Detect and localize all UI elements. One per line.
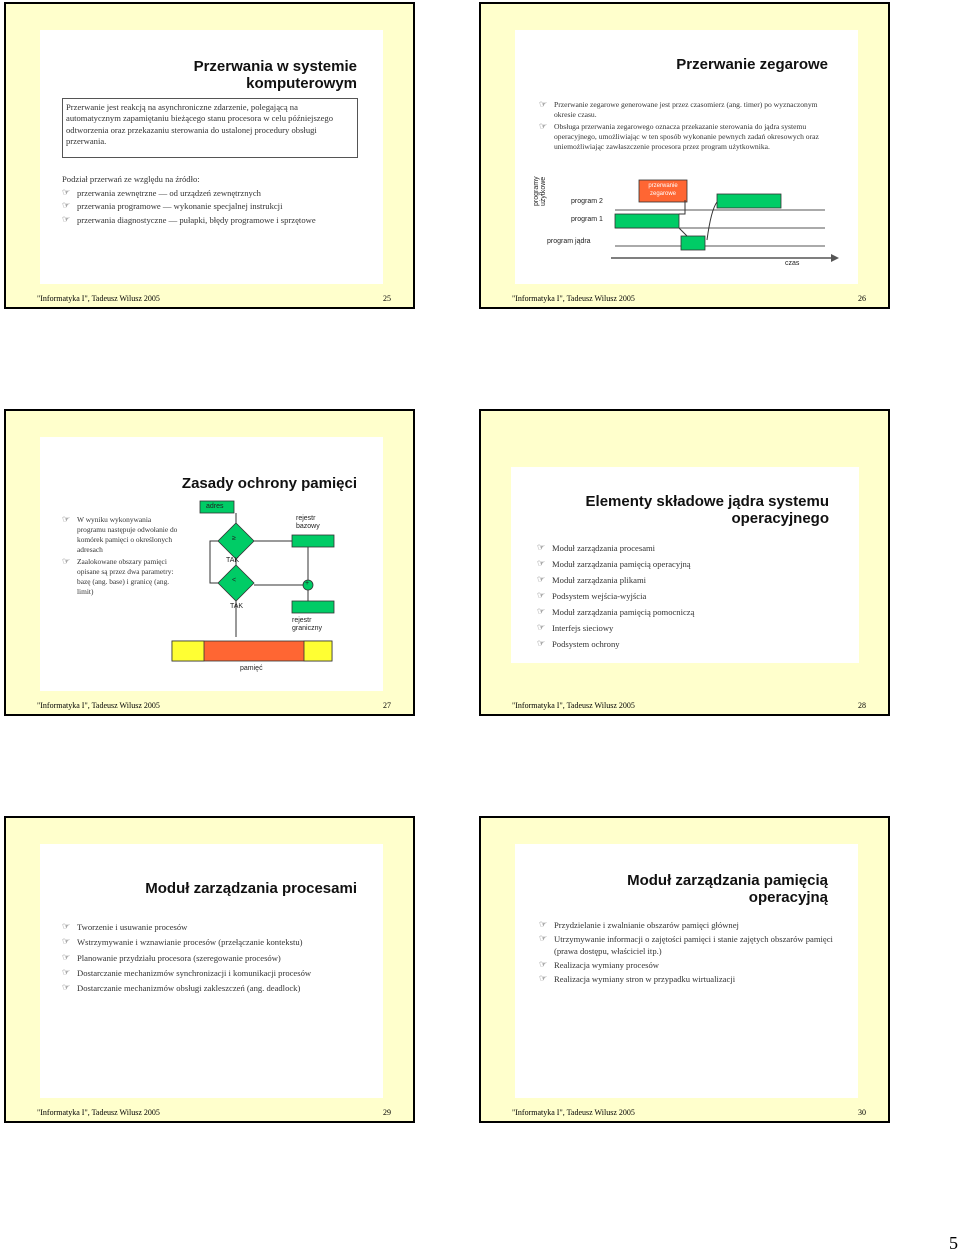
yes-label: TAK bbox=[230, 603, 244, 610]
list-item: ☞ Przerwanie zegarowe generowane jest przez czasomierz (ang. timer) po wyznaczonym okresie czasu. bbox=[539, 100, 829, 120]
slide-title: Elementy składowe jądra systemu operacyjnego bbox=[585, 493, 829, 527]
slide-number: 30 bbox=[858, 1108, 866, 1117]
slide-content bbox=[511, 467, 859, 663]
slide-number: 25 bbox=[383, 294, 391, 303]
program2-label: program 2 bbox=[571, 198, 603, 205]
list-item: ☞ Podsystem wejścia-wyjścia bbox=[537, 591, 837, 602]
list-item: ☞ Obsługa przerwania zegarowego oznacza przekazanie sterowania do jądra systemu operacyjnego, umożliwiając w ten sposób wykonanie pewnych zadań okresowych oraz uniemożliwiając zawłaszczenie procesora przez program użytkownika. bbox=[539, 122, 829, 152]
ge-label: ≥ bbox=[232, 535, 236, 542]
footer-text: "Informatyka I", Tadeusz Wilusz 2005 bbox=[37, 294, 160, 303]
address-label: adres bbox=[206, 503, 224, 510]
time-label: czas bbox=[785, 260, 800, 267]
list-item: ☞ Przydzielanie i zwalnianie obszarów pamięci głównej bbox=[539, 920, 839, 931]
slide-30[interactable] bbox=[479, 816, 890, 1123]
slide-number: 27 bbox=[383, 701, 391, 710]
slide-26[interactable] bbox=[479, 2, 890, 309]
list-item: ☞ Interfejs sieciowy bbox=[537, 623, 837, 634]
footer-text: "Informatyka I", Tadeusz Wilusz 2005 bbox=[512, 701, 635, 710]
slide-content bbox=[40, 844, 383, 1098]
slide-footer bbox=[37, 701, 391, 710]
slide-number: 29 bbox=[383, 1108, 391, 1117]
slide-title: Przerwanie zegarowe bbox=[676, 56, 828, 73]
intro-text: Podział przerwań ze względu na źródło: bbox=[62, 174, 200, 184]
footer-text: "Informatyka I", Tadeusz Wilusz 2005 bbox=[37, 1108, 160, 1117]
list-item: ☞ Utrzymywanie informacji o zajętości pamięci i stanie zajętych obszarów pamięci (prawa dostępu, właściciel itp.) bbox=[539, 934, 839, 957]
slide-footer bbox=[37, 1108, 391, 1117]
footer-text: "Informatyka I", Tadeusz Wilusz 2005 bbox=[512, 1108, 635, 1117]
bullet-list bbox=[62, 922, 352, 998]
bullet-list bbox=[539, 920, 839, 988]
list-item: ☞ Realizacja wymiany stron w przypadku wirtualizacji bbox=[539, 974, 839, 985]
base-register-label: rejestr bazowy bbox=[296, 515, 320, 530]
bullet-list bbox=[539, 100, 829, 154]
slide-footer bbox=[512, 701, 866, 710]
list-item: ☞ przerwania zewnętrzne — od urządzeń zewnętrznych bbox=[62, 188, 362, 199]
bullet-list bbox=[537, 543, 837, 655]
list-item: ☞ Zaalokowane obszary pamięci opisane są przez dwa parametry: bazę (ang. base) i granicę (ang. limit) bbox=[62, 557, 180, 597]
page-number: 5 bbox=[949, 1233, 958, 1253]
slide-29[interactable] bbox=[4, 816, 415, 1123]
bullet-list bbox=[62, 188, 362, 228]
slide-27[interactable] bbox=[4, 409, 415, 716]
slide-28[interactable] bbox=[479, 409, 890, 716]
lt-label: < bbox=[232, 577, 237, 584]
list-item: ☞ Realizacja wymiany procesów bbox=[539, 960, 839, 971]
limit-register-label: rejestr graniczny bbox=[292, 617, 322, 632]
slide-footer bbox=[37, 294, 391, 303]
kernel-label: program jądra bbox=[547, 238, 591, 245]
slide-number: 26 bbox=[858, 294, 866, 303]
slide-title: Przerwania w systemie komputerowym bbox=[193, 58, 357, 92]
definition-box: Przerwanie jest reakcją na asynchroniczne zdarzenie, polegającą na automatycznym zapamiętaniu bieżącego stanu procesora w celu późniejszego odtworzenia oraz przekazaniu sterowania do ustalonej procedury obsługi przerwania. bbox=[62, 98, 358, 158]
program1-label: program 1 bbox=[571, 216, 603, 223]
list-item: ☞ Podsystem ochrony bbox=[537, 639, 837, 650]
slide-content bbox=[515, 30, 858, 284]
footer-text: "Informatyka I", Tadeusz Wilusz 2005 bbox=[37, 701, 160, 710]
clock-interrupt-diagram bbox=[515, 170, 858, 284]
slide-content bbox=[40, 30, 383, 284]
plus-label: + bbox=[305, 580, 310, 587]
slide-number: 28 bbox=[858, 701, 866, 710]
axis-label: programy użytkowe bbox=[533, 176, 547, 206]
slide-title: Moduł zarządzania procesami bbox=[145, 880, 357, 897]
list-item: ☞ Moduł zarządzania procesami bbox=[537, 543, 837, 554]
slide-content bbox=[40, 437, 383, 691]
footer-text: "Informatyka I", Tadeusz Wilusz 2005 bbox=[512, 294, 635, 303]
list-item: ☞ Tworzenie i usuwanie procesów bbox=[62, 922, 352, 933]
slide-footer bbox=[512, 1108, 866, 1117]
slide-content bbox=[515, 844, 858, 1098]
slide-footer bbox=[512, 294, 866, 303]
yes-label: TAK bbox=[226, 557, 240, 564]
list-item: ☞ przerwania programowe — wykonanie specjalnej instrukcji bbox=[62, 201, 362, 212]
list-item: ☞ Wstrzymywanie i wznawianie procesów (przełączanie kontekstu) bbox=[62, 937, 352, 948]
slide-25[interactable] bbox=[4, 2, 415, 309]
list-item: ☞ Dostarczanie mechanizmów obsługi zakleszczeń (ang. deadlock) bbox=[62, 983, 352, 994]
list-item: ☞ Moduł zarządzania pamięcią operacyjną bbox=[537, 559, 837, 570]
slide-title: Moduł zarządzania pamięcią operacyjną bbox=[627, 872, 828, 906]
list-item: ☞ Moduł zarządzania pamięcią pomocniczą bbox=[537, 607, 837, 618]
memory-protection-diagram bbox=[40, 437, 383, 691]
list-item: ☞ Planowanie przydziału procesora (szeregowanie procesów) bbox=[62, 953, 352, 964]
memory-label: pamięć bbox=[240, 665, 263, 672]
list-item: ☞ przerwania diagnostyczne — pułapki, błędy programowe i sprzętowe bbox=[62, 215, 362, 226]
list-item: ☞ W wyniku wykonywania programu następuje odwołanie do komórek pamięci o określonych adresach bbox=[62, 515, 180, 555]
interrupt-label: przerwanie zegarowe bbox=[648, 183, 678, 197]
list-item: ☞ Dostarczanie mechanizmów synchronizacji i komunikacji procesów bbox=[62, 968, 352, 979]
list-item: ☞ Moduł zarządzania plikami bbox=[537, 575, 837, 586]
slide-title: Zasady ochrony pamięci bbox=[181, 475, 357, 492]
